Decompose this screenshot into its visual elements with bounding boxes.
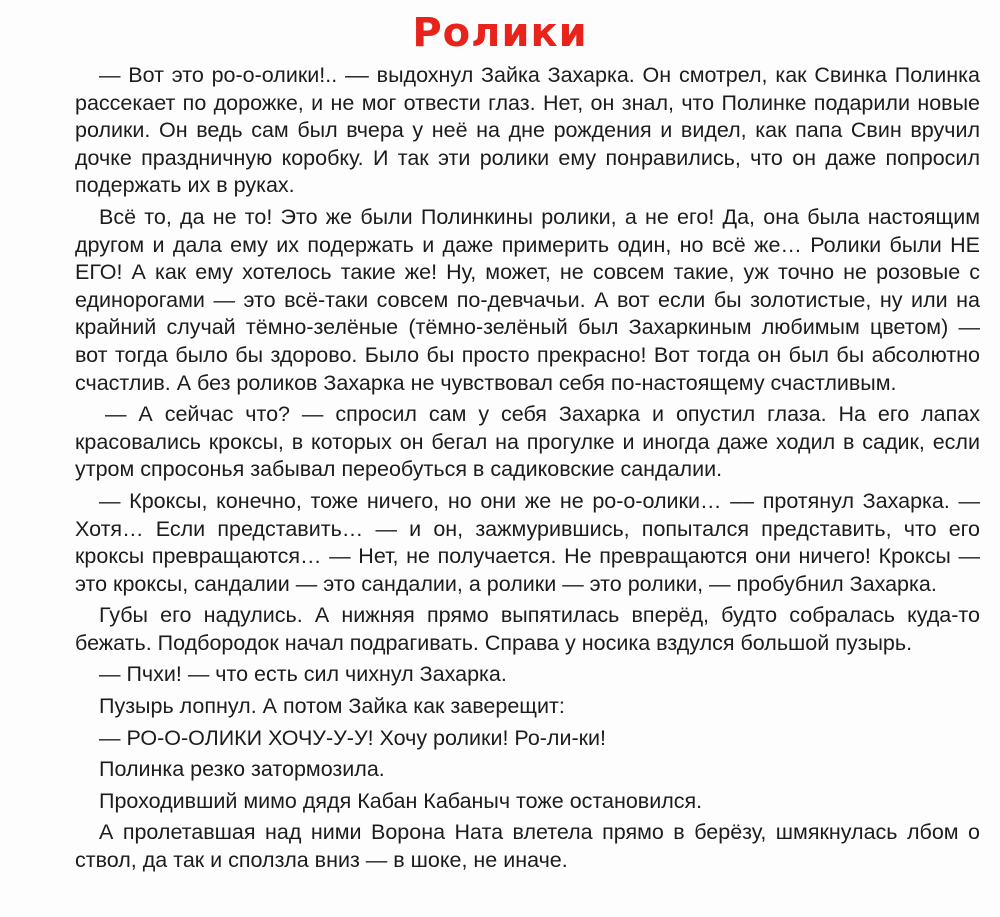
paragraph: Всё то, да не то! Это же были Полинкины ролики, а не его! Да, она была настоящим другом и дала ему их подержать и даже примерить один, но всё же… Ролики были НЕ ЕГО! А как ему хотелось такие же! Ну, может, не совсем такие, уж точно не розовые с единорогами — это всё-таки совсем по-девчачьи. А вот если бы золотистые, ну или на крайний случай тёмно-зелёные (тёмно-зелёный был Захаркиным любимым цветом) — вот тогда было бы здорово. Было бы просто прекрасно! Вот тогда он был бы абсолютно счастлив. А без роликов Захарка не чувствовал себя по-настоящему счастливым. — [75, 204, 980, 395]
paragraph: Полинка резко затормозила. — [99, 757, 385, 782]
paragraph: — РО-О-ОЛИКИ ХОЧУ-У-У! Хочу ролики! Ро-ли-ки! — [99, 725, 607, 750]
paragraph: — Кроксы, конечно, тоже ничего, но они же не ро-о-олики… –– протянул Захарка. — Хотя… Если представить… — и он, зажмурившись, попытался представить, что его кроксы превращаются… — Нет, не получается. Не превращаются они ничего! Кроксы — это кроксы, сандалии — это сандалии, а ролики — это ролики, — пробубнил Захарка. — [75, 488, 980, 596]
paragraph: Проходивший мимо дядя Кабан Кабаныч тоже остановился. — [99, 788, 703, 813]
paragraph: — Пчхи! — что есть сил чихнул Захарка. — [99, 662, 507, 687]
page-title: Ролики — [412, 10, 588, 56]
story-text — [75, 62, 980, 879]
paragraph: Пузырь лопнул. А потом Зайка как заверещит: — [99, 694, 565, 719]
paragraph: А пролетавшая над ними Ворона Ната влетела прямо в берёзу, шмякнулась лбом о ствол, да так и сползла вниз — в шоке, не иначе. — [75, 820, 980, 873]
paragraph: Губы его надулись. А нижняя прямо выпятилась вперёд, будто собралась куда-то бежать. Подбородок начал подрагивать. Справа у носика вздулся большой пузырь. — [75, 603, 980, 655]
paragraph: — А сейчас что? — спросил сам у себя Захарка и опустил глаза. На его лапах красовались кроксы, в которых он бегал на прогулке и иногда даже ходил в садик, если утром спросонья забывал переобуться в садиковские сандалии. — [75, 402, 980, 482]
paragraph: — Вот это ро-о-олики!.. –– выдохнул Зайка Захарка. Он смотрел, как Свинка Полинка рассекает по дорожке, и не мог отвести глаз. Нет, он знал, что Полинке подарили новые ролики. Он ведь сам был вчера у неё на дне рождения и видел, как папа Свин вручил дочке праздничную коробку. И так эти ролики ему понравились, что он даже попросил подержать их в руках. — [75, 63, 980, 198]
